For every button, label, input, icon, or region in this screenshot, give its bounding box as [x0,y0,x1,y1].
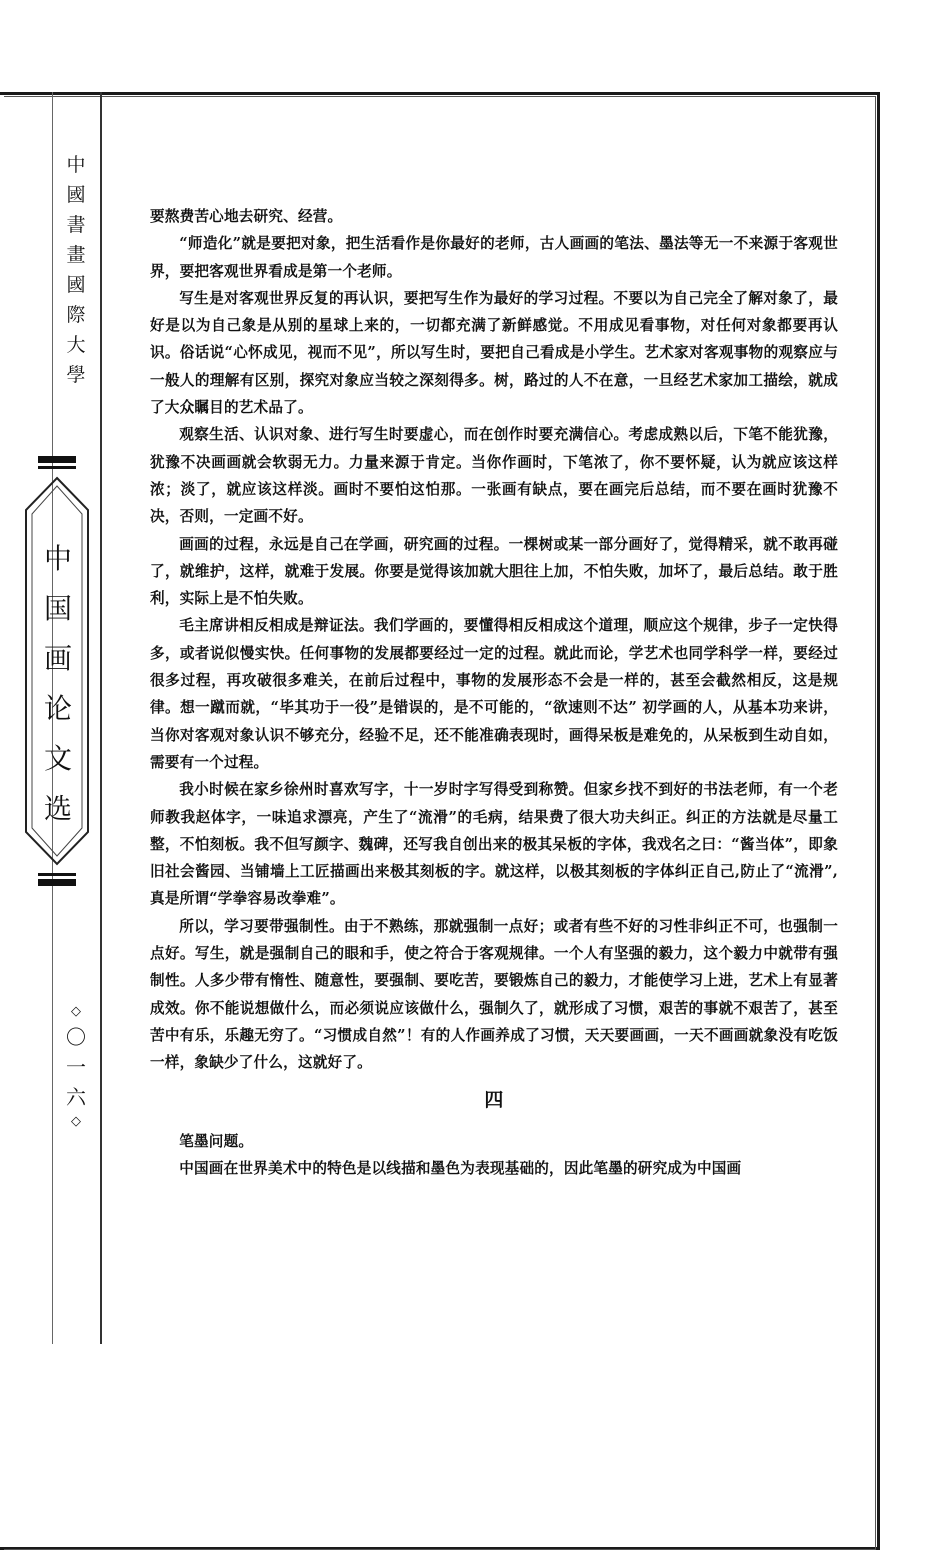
university-char: 國 [66,184,86,206]
page-number-vertical [58,1002,94,1132]
paragraph: 中国画在世界美术中的特色是以线描和墨色为表现基础的，因此笔墨的研究成为中国画 [179,1160,742,1178]
page-number-char: 一 [66,1055,86,1079]
book-title-char: 文 [43,742,72,775]
book-title-char: 国 [43,592,72,625]
paragraph: 观察生活、认识对象、进行写生时要虚心，而在创作时要充满信心。考虑成熟以后，下笔不能犹豫，犹豫不决画画就会软弱无力。力量来源于肯定。当你作画时，下笔浓了，你不要怀疑，认为就应该这样浓；淡了，就应该这样淡。画时不要怕这怕那。一张画有缺点，要在画完后总结，而不要在画时犹豫不决，否则，一定画不好。 [150,426,838,526]
cartouche-bar-top-thin [38,466,76,469]
paragraph: 毛主席讲相反相成是辩证法。我们学画的，要懂得相反相成这个道理，顺应这个规律，步子一定快得多，或者说似慢实快。任何事物的发展都要经过一定的过程。就此而论，学艺术也同学科学一样，要经过很多过程，再攻破很多难关，在前后过程中，事物的发展形态不会是一样的，甚至会截然相反，这是规律。想一蹴而就，“毕其功于一役”是错误的，是不可能的，“欲速则不达” 初学画的人，从基本功来讲，当你对客观对象认识不够充分，经验不足，还不能准确表现时，画得呆板是难免的，从呆板到生动自如，需要有一个过程。 [150,617,838,771]
section-heading: 四 [484,1088,504,1111]
paragraph: 画画的过程，永远是自己在学画，研究画的过程。一棵树或某一部分画好了，觉得精采，就不敢再碰了，就维护，这样，就难于发展。你要是觉得该加就大胆往上加，不怕失败，加坏了，最后总结。敢于胜利，实际上是不怕失败。 [150,535,838,608]
diamond-icon: ◇ [71,1004,81,1019]
university-char: 際 [66,304,86,326]
paragraph: “师造化”就是要把对象，把生活看作是你最好的老师，古人画画的笔法、墨法等无一不来源于客观世界，要把客观世界看成是第一个老师。 [150,235,838,280]
university-char: 大 [66,334,86,356]
university-char: 畫 [66,244,86,266]
cartouche-bar-top [38,456,76,463]
paragraph: 笔墨问题。 [179,1132,254,1150]
body-text [150,203,838,1182]
paragraph: 所以，学习要带强制性。由于不熟练，那就强制一点好；或者有些不好的习性非纠正不可，也强制一点好。写生，就是强制自己的眼和手，使之符合于客观规律。一个人有坚强的毅力，这个毅力中就带有强制性。人多少带有惰性、随意性，要强制、要吃苦，要锻炼自己的毅力，才能使学习上进，艺术上有显著成效。你不能说想做什么，而必须说应该做什么，强制久了，就形成了习惯，艰苦的事就不艰苦了，甚至苦中有乐，乐趣无穷了。“习惯成自然”！有的人作画养成了习惯，天天要画画，一天不画画就象没有吃饭一样，象缺少了什么，这就好了。 [150,917,838,1072]
paragraph: 我小时候在家乡徐州时喜欢写字，十一岁时字写得受到称赞。但家乡找不到好的书法老师，有一个老师教我赵体字，一味追求漂亮，产生了“流滑”的毛病，结果费了很大功夫纠正。纠正的方法就是尽量工整，不怕刻板。我不但写颜字、魏碑，还写我自创出来的极其呆板的字体，我戏名之曰：“酱当体”，即象旧社会酱园、当铺墙上工匠描画出来极其刻板的字。就这样，以极其刻板的字体纠正自己,防止了“流滑”,真是所谓“学拳容易改拳难”。 [150,781,838,908]
diamond-icon: ◇ [71,1114,81,1129]
page-number-char: 〇 [66,1025,86,1049]
university-name-vertical [58,150,94,390]
page-number-char: 六 [66,1085,86,1109]
book-title-char: 中 [43,542,72,575]
book-title-cartouche [18,456,96,886]
book-title-char: 选 [43,792,72,825]
university-char: 中 [66,154,86,176]
university-char: 書 [66,214,86,236]
book-title-char: 论 [43,692,72,725]
sidebar-rule-right [100,92,102,1344]
book-title-vertical [40,534,76,834]
paragraph: 要熬费苦心地去研究、经营。 [150,208,343,225]
cartouche-bar-bottom-thin [38,873,76,876]
university-char: 國 [66,274,86,296]
cartouche-bar-bottom [38,879,76,886]
university-char: 學 [66,364,86,386]
book-title-char: 画 [43,642,72,675]
paragraph: 写生是对客观世界反复的再认识，要把写生作为最好的学习过程。不要以为自己完全了解对象了，最好是以为自己象是从别的星球上来的，一切都充满了新鲜感觉。不用成见看事物，对任何对象都要再认识。俗话说“心怀成见，视而不见”，所以写生时，要把自己看成是小学生。艺术家对客观事物的观察应与一般人的理解有区别，探究对象应当较之深刻得多。树，路过的人不在意，一旦经艺术家加工描绘，就成了大众瞩目的艺术品了。 [150,289,838,417]
